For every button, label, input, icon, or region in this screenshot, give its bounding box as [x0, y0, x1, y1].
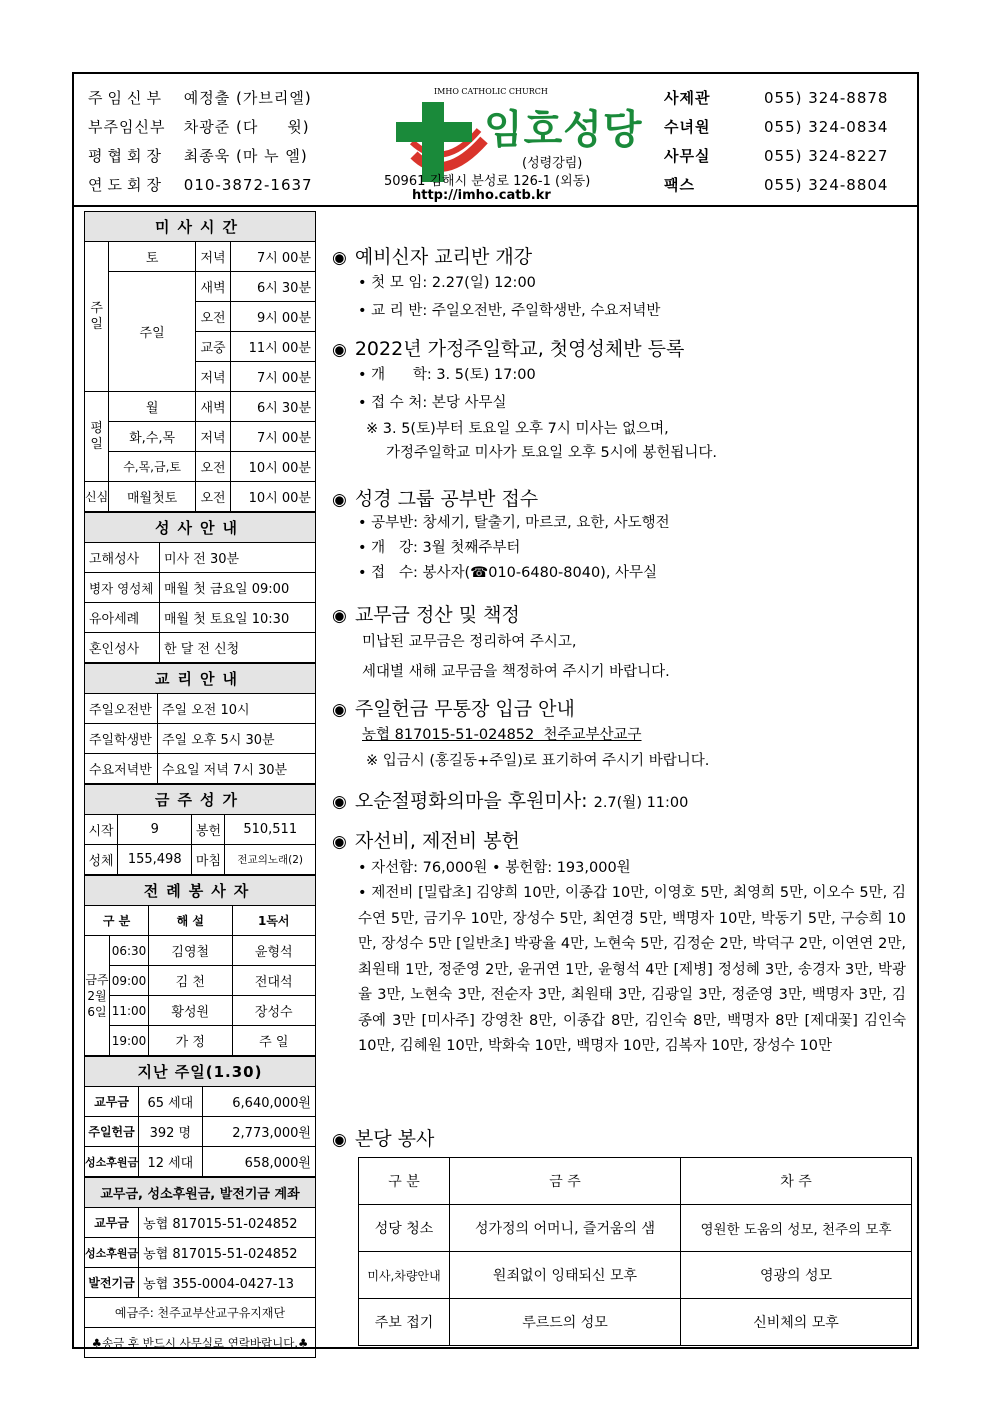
- last-week-key: 성소후원금: [85, 1147, 139, 1177]
- hymn-table: [84, 784, 316, 875]
- account-holder: 예금주: 천주교부산교구유지재단: [85, 1298, 316, 1328]
- contact-list: [664, 84, 888, 200]
- hymn-label: 마침: [192, 845, 225, 875]
- last-week-amount: 6,640,000원: [202, 1087, 315, 1117]
- servers-cell: 황성원: [149, 996, 233, 1026]
- sat-slot: 저녁: [196, 242, 231, 272]
- hymn-label: 봉헌: [192, 815, 225, 845]
- notice-parish-service: [332, 1124, 912, 1346]
- sacrament-title: 성사안내: [85, 513, 316, 543]
- sacrament-value: 매월 첫 토요일 10:30: [160, 603, 316, 633]
- bulletin-frame: [72, 72, 919, 1349]
- hymn-value: 155,498: [118, 845, 192, 875]
- hymn-label: 성체: [85, 845, 118, 875]
- last-week-amount: 658,000원: [202, 1147, 315, 1177]
- account-key: 성소후원금: [85, 1238, 139, 1268]
- service-col: 차 주: [681, 1158, 912, 1205]
- last-week-amount: 2,773,000원: [202, 1117, 315, 1147]
- week-time: 10시 00분: [231, 452, 316, 482]
- notice-line: • 개 학: 3. 5(토) 17:00: [358, 367, 536, 383]
- servers-cell: 김 천: [149, 966, 233, 996]
- service-cell: 영광의 성모: [681, 1252, 912, 1299]
- last-week-count: 12 세대: [139, 1147, 202, 1177]
- contact-row: 수녀원 055) 324-0834: [664, 118, 889, 136]
- mass-time-table: [84, 211, 316, 512]
- service-table: [358, 1157, 912, 1346]
- doctrine-value: 수요일 저녁 7시 30분: [158, 754, 316, 784]
- last-week-key: 주일헌금: [85, 1117, 139, 1147]
- last-week-title: 지난 주일(1.30): [85, 1057, 316, 1087]
- notice-offerings: [332, 826, 906, 1060]
- clergy-row: 주임신부 예정출 (가브리엘): [88, 89, 312, 107]
- servers-col: 구 분: [85, 906, 149, 936]
- weekday-label: 평일: [85, 392, 109, 482]
- service-key: 미사,차량안내: [359, 1252, 450, 1299]
- service-cell: 루르드의 성모: [450, 1299, 681, 1346]
- notice-title: 주일헌금 무통장 입금 안내: [354, 698, 575, 720]
- bullet-icon: ◉: [332, 340, 347, 360]
- sinsim-time: 10시 00분: [231, 482, 316, 512]
- service-col: 구 분: [359, 1158, 450, 1205]
- account-value: 농협 817015-51-024852: [139, 1208, 316, 1238]
- sun-group: 주일: [109, 272, 196, 392]
- week-time: 7시 00분: [231, 422, 316, 452]
- bullet-icon: ◉: [332, 490, 347, 510]
- servers-time: 11:00: [110, 996, 149, 1026]
- servers-cell: 윤형석: [232, 936, 316, 966]
- servers-cell: 장성수: [232, 996, 316, 1026]
- contact-row: 사제관 055) 324-8878: [664, 89, 889, 107]
- sunday-label: 주일: [85, 242, 109, 392]
- sacrament-key: 병자 영성체: [85, 573, 160, 603]
- notice-title: 교무금 정산 및 책정: [354, 604, 520, 626]
- notice-line: • 첫 모 임: 2.27(일) 12:00: [358, 275, 536, 291]
- doctrine-table: [84, 663, 316, 784]
- hymn-value: 9: [118, 815, 192, 845]
- week-day: 월: [109, 392, 196, 422]
- servers-col: 해 설: [149, 906, 233, 936]
- sun-slot: 오전: [196, 302, 231, 332]
- doctrine-title: 교리안내: [85, 664, 316, 694]
- doctrine-key: 주일학생반: [85, 724, 158, 754]
- account-key: 발전기금: [85, 1268, 139, 1298]
- notice-title: 오순절평화의마을 후원미사:: [354, 790, 588, 812]
- account-key: 교무금: [85, 1208, 139, 1238]
- servers-time: 19:00: [110, 1026, 149, 1056]
- notice-title: 예비신자 교리반 개강: [354, 246, 533, 268]
- service-cell: 원죄없이 잉태되신 모후: [450, 1252, 681, 1299]
- sun-time: 6시 30분: [231, 272, 316, 302]
- bullet-icon: ◉: [332, 248, 347, 268]
- notice-line: • 접 수: 봉사자(☎010-6480-8040), 사무실: [358, 565, 658, 581]
- notice-line: • 교 리 반: 주일오전반, 주일학생반, 수요저녁반: [358, 303, 661, 319]
- clergy-list: [88, 84, 313, 200]
- header: [74, 74, 917, 207]
- servers-cell: 가 정: [149, 1026, 233, 1056]
- sacrament-value: 매월 첫 금요일 09:00: [160, 573, 316, 603]
- sun-slot: 교중: [196, 332, 231, 362]
- last-week-count: 65 세대: [139, 1087, 202, 1117]
- notice-line: 세대별 새해 교무금을 책정하여 주시기 바랍니다.: [362, 664, 670, 680]
- sidebar: [84, 211, 316, 1358]
- bullet-icon: ◉: [332, 792, 347, 812]
- doctrine-value: 주일 오전 10시: [158, 694, 316, 724]
- week-day: 화,수,목: [109, 422, 196, 452]
- service-key: 성당 청소: [359, 1205, 450, 1252]
- notice-catechumen: [332, 242, 660, 325]
- notice-line: 미납된 교무금은 정리하여 주시고,: [362, 634, 577, 650]
- service-cell: 성가정의 어머니, 즐거움의 샘: [450, 1205, 681, 1252]
- service-cell: 영원한 도움의 성모, 천주의 모후: [681, 1205, 912, 1252]
- church-address: 50961 김해시 분성로 126-1 (외동): [384, 174, 591, 189]
- doctrine-key: 주일오전반: [85, 694, 158, 724]
- sun-slot: 새벽: [196, 272, 231, 302]
- contact-row: 사무실 055) 324-8227: [664, 147, 889, 165]
- mass-time-title: 미사시간: [85, 212, 316, 242]
- last-week-key: 교무금: [85, 1087, 139, 1117]
- account-value: 농협 355-0004-0427-13: [139, 1268, 316, 1298]
- sacrament-key: 고해성사: [85, 543, 160, 573]
- notice-title: 2022년 가정주일학교, 첫영성체반 등록: [354, 338, 685, 360]
- notice-line: ※ 입금시 (홍길동+주일)로 표기하여 주시기 바랍니다.: [366, 753, 710, 769]
- servers-table: [84, 875, 316, 1056]
- servers-time: 09:00: [110, 966, 149, 996]
- sinsim-day: 매월첫토: [109, 482, 196, 512]
- last-week-count: 392 명: [139, 1117, 202, 1147]
- notice-line: • 공부반: 창세기, 탈출기, 마르코, 요한, 사도행전: [358, 515, 670, 531]
- notice-line: • 자선함: 76,000원 • 봉헌함: 193,000원: [358, 860, 631, 876]
- servers-week: 금주 2월 6일: [85, 936, 110, 1056]
- bullet-icon: ◉: [332, 832, 347, 852]
- week-day: 수,목,금,토: [109, 452, 196, 482]
- servers-title: 전례봉사자: [85, 876, 316, 906]
- last-week-table: [84, 1056, 316, 1177]
- notice-line: ※ 3. 5(토)부터 토요일 오후 7시 미사는 없으며,: [366, 421, 669, 437]
- sinsim-label: 신심: [85, 482, 109, 512]
- servers-cell: 김영철: [149, 936, 233, 966]
- sat-day: 토: [109, 242, 196, 272]
- sun-time: 9시 00분: [231, 302, 316, 332]
- bullet-icon: ◉: [332, 1130, 347, 1150]
- church-name: 임호성당: [484, 107, 643, 153]
- notice-sunday-school: [332, 334, 717, 465]
- notice-memorial-mass: [332, 786, 688, 813]
- sacrament-value: 미사 전 30분: [160, 543, 316, 573]
- servers-cell: 전대석: [232, 966, 316, 996]
- notice-title: 성경 그룹 공부반 접수: [354, 488, 539, 510]
- contact-row: 팩스 055) 324-8804: [664, 176, 889, 194]
- account-note: ♣송금 후 반드시 사무실로 연락바랍니다.♣: [85, 1328, 316, 1358]
- sun-slot: 저녁: [196, 362, 231, 392]
- sacrament-value: 한 달 전 신청: [160, 633, 316, 663]
- service-col: 금 주: [450, 1158, 681, 1205]
- church-subtitle: (성령강림): [522, 156, 583, 171]
- servers-cell: 주 일: [232, 1026, 316, 1056]
- hymn-label: 시작: [85, 815, 118, 845]
- sun-time: 7시 00분: [231, 362, 316, 392]
- service-cell: 신비체의 모후: [681, 1299, 912, 1346]
- servers-col: 1독서: [232, 906, 316, 936]
- account-value: 농협 817015-51-024852: [139, 1238, 316, 1268]
- notice-dues: [332, 600, 670, 687]
- church-logo: [374, 80, 664, 202]
- sinsim-slot: 오전: [196, 482, 231, 512]
- clergy-row: 평협회장 최종욱 (마 누 엘): [88, 147, 308, 165]
- notice-bank-transfer: [332, 694, 709, 773]
- week-slot: 오전: [196, 452, 231, 482]
- service-key: 주보 접기: [359, 1299, 450, 1346]
- bullet-icon: ◉: [332, 606, 347, 626]
- offerings-paragraph: • 제전비 [밀랍초] 김양희 10만, 이종갑 10만, 이영호 5만, 최영희 5만, 이오수 5만, 김수연 5만, 금기우 10만, 장성수 5만, 최연경 5만, 백명자 10만, 박동기 5만, 구승희 10만, 장성수 5만 [일반초] 박광율 4만, 노현숙 5만, 김정순 2만, 박덕구 2만, 이연연 2만, 최원태 1만, 정준영 2만, 윤귀연 1만, 윤형석 4만 [제병] 정성혜 3만, 송경자 3만, 박광율 3만, 노현숙 3만, 전순자 3만, 최원태 3만, 김광일 3만, 정준영 3만, 백명자 3만, 김종예 3만 [미사주] 강영찬 8만, 이종갑 8만, 김인숙 8만, 백명자 8만 [제대꽃] 김인숙 10만, 김혜원 10만, 박화숙 10만, 백명자 10만, 김복자 10만, 장성수 10만: [358, 885, 906, 1054]
- week-slot: 저녁: [196, 422, 231, 452]
- doctrine-value: 주일 오후 5시 30분: [158, 724, 316, 754]
- svg-text:IMHO CATHOLIC CHURCH: IMHO CATHOLIC CHURCH: [434, 87, 548, 96]
- notice-line: 가정주일학교 미사가 토요일 오후 5시에 봉헌됩니다.: [386, 445, 718, 461]
- notice-title: 자선비, 제전비 봉헌: [354, 830, 520, 852]
- sacrament-table: [84, 512, 316, 663]
- week-time: 6시 30분: [231, 392, 316, 422]
- accounts-title: 교무금, 성소후원금, 발전기금 계좌: [85, 1178, 316, 1208]
- hymn-value: 전교의노래(2): [225, 845, 316, 875]
- clergy-row: 부주임신부 차광준 (다 윗): [88, 118, 310, 136]
- sacrament-key: 혼인성사: [85, 633, 160, 663]
- notice-title: 본당 봉사: [354, 1128, 435, 1150]
- bullet-icon: ◉: [332, 700, 347, 720]
- notice-line: 2.7(월) 11:00: [593, 795, 689, 811]
- hymn-value: 510,511: [225, 815, 316, 845]
- notice-line: • 접 수 처: 본당 사무실: [358, 395, 507, 411]
- accounts-table: [84, 1177, 316, 1358]
- notice-line: 농협 817015-51-024852 천주교부산교구: [362, 727, 642, 743]
- hymn-title: 금주성가: [85, 785, 316, 815]
- notice-line: • 개 강: 3월 첫째주부터: [358, 540, 521, 556]
- week-slot: 새벽: [196, 392, 231, 422]
- sacrament-key: 유아세례: [85, 603, 160, 633]
- sun-time: 11시 00분: [231, 332, 316, 362]
- servers-time: 06:30: [110, 936, 149, 966]
- clergy-row: 연도회장 010-3872-1637: [88, 176, 313, 194]
- church-url[interactable]: http://imho.catb.kr: [412, 188, 551, 203]
- sat-time: 7시 00분: [231, 242, 316, 272]
- notice-bible-study: [332, 484, 670, 586]
- doctrine-key: 수요저녁반: [85, 754, 158, 784]
